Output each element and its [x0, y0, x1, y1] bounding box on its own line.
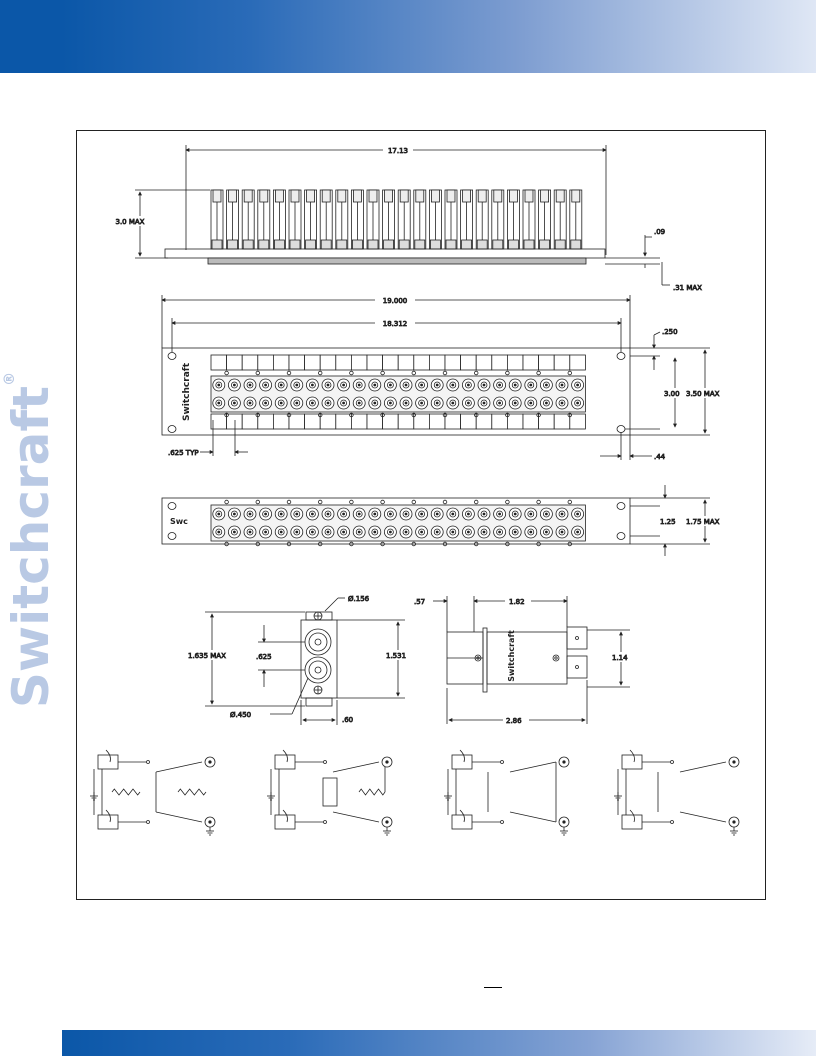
jack-center: [545, 384, 547, 386]
designation-cell: [429, 414, 445, 429]
jack-center: [436, 513, 438, 515]
mount-screw: [443, 371, 447, 375]
jack-center: [499, 384, 501, 386]
bnc-center: [563, 821, 565, 823]
side-jack-cap: [478, 190, 486, 202]
side-jack-cap: [260, 190, 268, 202]
jack-center: [233, 531, 235, 533]
dim-front-hole-offset: .250: [662, 328, 678, 336]
dim-front-height: 3.50 MAX: [686, 390, 720, 398]
jack-center: [545, 402, 547, 404]
designation-cell: [429, 355, 445, 370]
designation-cell: [242, 414, 258, 429]
jack-center: [467, 384, 469, 386]
dim-front-holes: 18.312: [382, 320, 408, 328]
resistor-symbol: [359, 789, 385, 795]
side-jack-cap: [322, 190, 330, 202]
jack-center: [421, 402, 423, 404]
dim-side-height: 3.0 MAX: [115, 218, 145, 226]
designation-cell: [305, 414, 321, 429]
jack-center: [296, 402, 298, 404]
designation-cell: [507, 355, 523, 370]
jack-center: [530, 531, 532, 533]
contact-point: [501, 761, 504, 764]
jack-center: [311, 384, 313, 386]
switch-arm: [680, 762, 726, 772]
designation-cell: [367, 355, 383, 370]
switch-arm: [333, 812, 379, 822]
jack-center: [389, 402, 391, 404]
side-jack-base: [555, 240, 565, 249]
contact-point: [671, 821, 674, 824]
mount-screw: [474, 500, 478, 504]
resistor-symbol: [178, 789, 206, 795]
jack-center: [249, 513, 251, 515]
side-jack-base: [228, 240, 238, 249]
designation-cell: [227, 414, 243, 429]
designation-cell: [336, 414, 352, 429]
side-jack-base: [274, 240, 284, 249]
jack-center: [358, 402, 360, 404]
designation-cell: [367, 414, 383, 429]
side-jack-cap: [338, 190, 346, 202]
jack-center: [249, 531, 251, 533]
jack-center: [296, 531, 298, 533]
designation-cell: [476, 414, 492, 429]
side-jack-cap: [556, 190, 564, 202]
jack-center: [218, 402, 220, 404]
jack-center: [530, 402, 532, 404]
dim-front-edge: .44: [654, 453, 666, 461]
jack-center: [249, 402, 251, 404]
mount-screw: [381, 371, 385, 375]
side-jack-cap: [369, 190, 377, 202]
jack-center: [467, 513, 469, 515]
mount-screw: [225, 500, 229, 504]
designation-cell: [258, 355, 274, 370]
mount-screw: [537, 371, 541, 375]
mount-screw: [287, 500, 291, 504]
jack-center: [561, 402, 563, 404]
designation-cell: [211, 355, 227, 370]
side-jack-cap: [291, 190, 299, 202]
jack-center: [343, 513, 345, 515]
contact-point: [324, 761, 327, 764]
jack-center: [374, 513, 376, 515]
dim-front-overall: 19.000: [382, 297, 408, 305]
jack-symbol: [622, 755, 642, 769]
jack-center: [577, 513, 579, 515]
side-jack-base: [352, 240, 362, 249]
jack-symbol: [98, 755, 118, 769]
side-jack-base: [524, 240, 534, 249]
jack-center: [499, 402, 501, 404]
designation-cell: [273, 355, 289, 370]
dim-side2-height: 1.14: [612, 654, 628, 662]
jack-center: [280, 513, 282, 515]
designation-cell: [507, 414, 523, 429]
designation-cell: [351, 414, 367, 429]
designation-cell: [336, 355, 352, 370]
side-jack-cap: [463, 190, 471, 202]
dim-side2-b: 1.82: [509, 598, 525, 606]
jack-center: [421, 513, 423, 515]
jack-center: [389, 384, 391, 386]
designation-cell: [539, 355, 555, 370]
jack-center: [530, 513, 532, 515]
jack-center: [327, 513, 329, 515]
side-jack-cap: [447, 190, 455, 202]
designation-cell: [445, 355, 461, 370]
jack-center: [343, 384, 345, 386]
jack-symbol: [275, 755, 295, 769]
jack-center: [483, 402, 485, 404]
brand-logo: Switchcraft®: [2, 371, 60, 709]
designation-cell: [320, 414, 336, 429]
jack-center: [467, 402, 469, 404]
side-jack-cap: [213, 190, 221, 202]
jack-center: [530, 384, 532, 386]
jack-center: [374, 402, 376, 404]
jack-front-detail: [186, 595, 412, 725]
front-view: [162, 295, 726, 461]
designation-cell: [492, 355, 508, 370]
designation-cell: [539, 414, 555, 429]
side-jack-cap: [416, 190, 424, 202]
jack-center: [514, 402, 516, 404]
low-profile-view: [162, 485, 726, 556]
jack-center: [280, 384, 282, 386]
side-jack-base: [508, 240, 518, 249]
dim-jack-spacing: .625: [256, 653, 272, 661]
designation-cell: [383, 414, 399, 429]
side-jack-base: [212, 240, 222, 249]
designation-cell: [398, 414, 414, 429]
jack-center: [249, 384, 251, 386]
jack-center: [374, 531, 376, 533]
contact-point: [501, 821, 504, 824]
jack-center: [327, 402, 329, 404]
designation-cell: [227, 355, 243, 370]
mount-screw: [506, 371, 510, 375]
designation-cell: [461, 355, 477, 370]
designation-cell: [258, 414, 274, 429]
jack-center: [421, 384, 423, 386]
mount-screw: [381, 500, 385, 504]
jack-center: [218, 513, 220, 515]
designation-cell: [523, 355, 539, 370]
dim-jack-depth: .60: [342, 716, 354, 724]
jack-center: [452, 513, 454, 515]
designation-cell: [414, 355, 430, 370]
jack-symbol: [275, 815, 295, 829]
mount-screw: [537, 500, 541, 504]
jack-center: [311, 531, 313, 533]
mount-screw: [443, 500, 447, 504]
side-jack-cap: [525, 190, 533, 202]
dim-front-height-inner: 3.00: [664, 390, 680, 398]
side-jack-cap: [494, 190, 502, 202]
dim-low-inner: 1.25: [660, 518, 676, 526]
side-jack-cap: [400, 190, 408, 202]
side-jack-cap: [229, 190, 237, 202]
jack-center: [483, 531, 485, 533]
jack-center: [405, 531, 407, 533]
jack-center: [296, 513, 298, 515]
designation-cell: [445, 414, 461, 429]
mount-screw: [568, 371, 572, 375]
side-jack-cap: [385, 190, 393, 202]
jack-symbol: [452, 755, 472, 769]
contact-point: [671, 761, 674, 764]
jack-center: [233, 402, 235, 404]
side-jack-base: [399, 240, 409, 249]
side-jack-base: [306, 240, 316, 249]
dim-jack-hole: Ø.156: [348, 595, 370, 603]
schematic-d: [614, 750, 739, 835]
low-panel-logo: Swc: [170, 517, 188, 526]
dim-low-height: 1.75 MAX: [686, 518, 720, 526]
jack-center: [374, 384, 376, 386]
designation-cell: [242, 355, 258, 370]
side-jack-base: [430, 240, 440, 249]
designation-cell: [554, 414, 570, 429]
schematic-a: [90, 750, 215, 835]
switch-arm: [333, 762, 379, 772]
mount-screw: [568, 500, 572, 504]
jack-center: [233, 513, 235, 515]
jack-center: [405, 513, 407, 515]
resistor-symbol: [112, 789, 140, 795]
dim-front-pitch: .625 TYP: [168, 449, 199, 457]
mount-screw: [506, 500, 510, 504]
side-jack-base: [243, 240, 253, 249]
side-jack-base: [290, 240, 300, 249]
mount-screw: [318, 500, 322, 504]
jack-symbol: [98, 815, 118, 829]
jack-center: [389, 513, 391, 515]
jack-symbol: [452, 815, 472, 829]
jack-center: [467, 531, 469, 533]
jack-side-detail: [414, 596, 634, 725]
switch-arm: [510, 762, 556, 772]
side-jack-base: [415, 240, 425, 249]
jack-center: [452, 531, 454, 533]
jack-center: [311, 513, 313, 515]
side-jack-base: [571, 240, 581, 249]
jack-center: [561, 531, 563, 533]
jack-center: [233, 384, 235, 386]
mount-screw: [256, 371, 260, 375]
jack-center: [280, 531, 282, 533]
jack-center: [343, 531, 345, 533]
jack-center: [327, 531, 329, 533]
dim-jack-dia: Ø.450: [230, 711, 252, 719]
jack-center: [561, 513, 563, 515]
jack-center: [514, 384, 516, 386]
designation-cell: [398, 355, 414, 370]
side-jack-cap: [275, 190, 283, 202]
jack-center: [514, 513, 516, 515]
jack-center: [499, 513, 501, 515]
jack-center: [436, 531, 438, 533]
side-jack-base: [384, 240, 394, 249]
side-jack-base: [493, 240, 503, 249]
contact-point: [324, 821, 327, 824]
switch-arm: [680, 812, 726, 822]
jack-center: [311, 402, 313, 404]
mount-screw: [350, 371, 354, 375]
side-jack-base: [540, 240, 550, 249]
jack-center: [561, 384, 563, 386]
jack-center: [405, 402, 407, 404]
side-detail-logo: Switchcraft: [507, 630, 516, 682]
bnc-center: [386, 761, 388, 763]
contact-point: [147, 821, 150, 824]
mount-screw: [256, 500, 260, 504]
designation-cell: [289, 414, 305, 429]
mount-screw: [287, 371, 291, 375]
side-jack-base: [446, 240, 456, 249]
jack-center: [545, 531, 547, 533]
dim-side-width: 17.13: [387, 147, 409, 155]
dim-side-depth: .31 MAX: [673, 284, 702, 292]
jack-center: [405, 384, 407, 386]
jack-center: [358, 384, 360, 386]
side-jack-base: [337, 240, 347, 249]
jack-center: [483, 384, 485, 386]
designation-cell: [305, 355, 321, 370]
jack-center: [452, 384, 454, 386]
jack-center: [483, 513, 485, 515]
front-panel-logo: Switchcraft: [182, 363, 192, 421]
side-jack-cap: [541, 190, 549, 202]
bnc-center: [209, 821, 211, 823]
jack-center: [452, 402, 454, 404]
jack-center: [265, 402, 267, 404]
designation-cell: [273, 414, 289, 429]
switch-arm: [156, 812, 202, 822]
designation-cell: [383, 355, 399, 370]
designation-cell: [320, 355, 336, 370]
side-view: [110, 145, 702, 292]
schematic-b: [267, 750, 392, 835]
side-jack-base: [462, 240, 472, 249]
side-jack-cap: [307, 190, 315, 202]
jack-symbol: [622, 815, 642, 829]
dim-side2-length: 2.86: [506, 717, 522, 725]
designation-cell: [289, 355, 305, 370]
side-jack-cap: [509, 190, 517, 202]
jack-center: [218, 384, 220, 386]
jack-center: [265, 513, 267, 515]
mount-screw: [412, 500, 416, 504]
norm-bridge: [323, 778, 337, 806]
mount-screw: [318, 371, 322, 375]
jack-center: [577, 402, 579, 404]
side-jack-cap: [353, 190, 361, 202]
jack-center: [436, 402, 438, 404]
side-jack-cap: [244, 190, 252, 202]
designation-cell: [351, 355, 367, 370]
side-jack-base: [368, 240, 378, 249]
designation-cell: [476, 355, 492, 370]
switch-arm: [510, 812, 556, 822]
mount-screw: [350, 500, 354, 504]
mount-screw: [225, 371, 229, 375]
designation-cell: [570, 414, 586, 429]
bnc-center: [563, 761, 565, 763]
designation-cell: [414, 414, 430, 429]
jack-center: [280, 402, 282, 404]
designation-cell: [570, 355, 586, 370]
designation-cell: [461, 414, 477, 429]
jack-center: [436, 384, 438, 386]
jack-center: [265, 384, 267, 386]
mount-screw: [412, 371, 416, 375]
bnc-center: [209, 761, 211, 763]
bnc-center: [733, 821, 735, 823]
jack-center: [577, 531, 579, 533]
bnc-center: [386, 821, 388, 823]
side-jack-cap: [431, 190, 439, 202]
jack-center: [514, 531, 516, 533]
dim-jack-overall: 1.531: [386, 652, 407, 660]
side-jack-base: [321, 240, 331, 249]
switch-arm: [156, 762, 202, 772]
designation-cell: [523, 414, 539, 429]
jack-center: [577, 384, 579, 386]
designation-cell: [554, 355, 570, 370]
jack-center: [499, 531, 501, 533]
mount-screw: [474, 371, 478, 375]
jack-center: [545, 513, 547, 515]
contact-point: [147, 761, 150, 764]
jack-center: [327, 384, 329, 386]
jack-center: [389, 531, 391, 533]
side-jack-cap: [572, 190, 580, 202]
side-jack-base: [259, 240, 269, 249]
schematic-c: [444, 750, 569, 835]
jack-center: [358, 513, 360, 515]
dim-jack-height: 1.635 MAX: [188, 652, 226, 660]
jack-center: [421, 531, 423, 533]
jack-center: [358, 531, 360, 533]
side-jack-base: [477, 240, 487, 249]
designation-cell: [492, 414, 508, 429]
schematics-row: [90, 750, 739, 835]
bnc-center: [733, 761, 735, 763]
jack-center: [296, 384, 298, 386]
jack-center: [343, 402, 345, 404]
jack-center: [265, 531, 267, 533]
dim-side-flange: .09: [654, 228, 666, 236]
dim-side2-a: .57: [414, 598, 426, 606]
jack-center: [218, 531, 220, 533]
